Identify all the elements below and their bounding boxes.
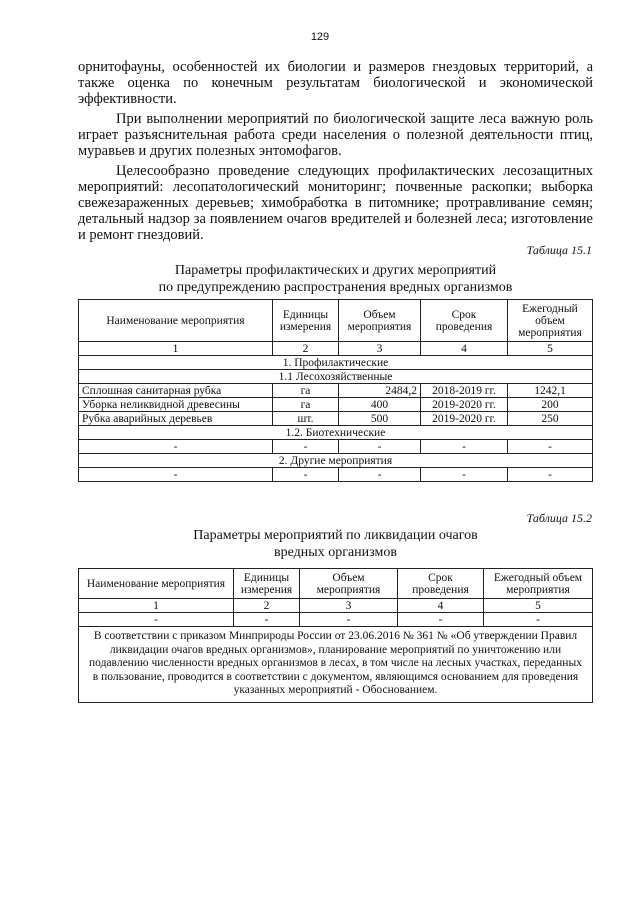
column-header: Единицы измерения xyxy=(234,569,300,599)
table-title-line: Параметры мероприятий по ликвидации очагов xyxy=(193,528,478,543)
table-label: Таблица 15.1 xyxy=(526,243,592,257)
column-number: 1 xyxy=(79,342,273,356)
cell-volume: 2484,2 xyxy=(339,384,421,398)
cell-measure: Уборка неликвидной древесины xyxy=(79,398,273,412)
table-liquidation-measures xyxy=(78,568,593,703)
column-header: Срок проведения xyxy=(398,569,484,599)
section-row xyxy=(79,370,593,384)
cell-annual-volume: 1242,1 xyxy=(508,384,593,398)
table-row xyxy=(79,613,593,627)
table-row xyxy=(79,384,593,398)
column-number: 4 xyxy=(398,599,484,613)
page-number: 129 xyxy=(310,31,330,43)
column-header: Единицы измерения xyxy=(273,300,339,342)
cell-dash: - xyxy=(300,613,398,627)
cell-unit: га xyxy=(273,398,339,412)
cell-dash: - xyxy=(421,468,508,482)
table-note: В соответствии с приказом Минприроды России от 23.06.2016 № 361 № «Об утверждении Правил ликвидации очагов вредных организмов», планирование мероприятий по уничтожению или подавлению численности вредных организмов в лесах, в том числе на лесных участках, переданных в пользование, проводится в соответствии с документом, являющимся основанием для проведения указанных мероприятий - Обоснованием. xyxy=(79,627,593,703)
cell-measure: Рубка аварийных деревьев xyxy=(79,412,273,426)
column-header: Ежегодный объем мероприятия xyxy=(484,569,593,599)
cell-dash: - xyxy=(398,613,484,627)
cell-unit: шт. xyxy=(273,412,339,426)
cell-unit: га xyxy=(273,384,339,398)
column-number: 5 xyxy=(484,599,593,613)
section-heading: 1. Профилактические xyxy=(79,356,593,370)
table-label: Таблица 15.2 xyxy=(526,511,592,525)
cell-dash: - xyxy=(339,440,421,454)
column-header: Объем мероприятия xyxy=(300,569,398,599)
column-number: 4 xyxy=(421,342,508,356)
table-header-row xyxy=(79,300,593,342)
table-prophylactic-measures xyxy=(78,299,593,482)
column-header: Наименование мероприятия xyxy=(79,569,234,599)
cell-dash: - xyxy=(484,613,593,627)
cell-dash: - xyxy=(421,440,508,454)
cell-annual-volume: 250 xyxy=(508,412,593,426)
cell-dash: - xyxy=(339,468,421,482)
cell-annual-volume: 200 xyxy=(508,398,593,412)
cell-volume: 400 xyxy=(339,398,421,412)
cell-volume: 500 xyxy=(339,412,421,426)
table-row xyxy=(79,412,593,426)
table-title-line: Параметры профилактических и других мероприятий xyxy=(174,263,497,278)
paragraph: орнитофауны, особенностей их биологии и размеров гнездовых территорий, а также оценка по конечным результатам биологической и экономической эффективности. xyxy=(78,59,593,107)
table-row xyxy=(79,468,593,482)
body-text xyxy=(78,59,593,243)
table-header-row xyxy=(79,569,593,599)
section-heading: 2. Другие мероприятия xyxy=(79,454,593,468)
table-title-line: вредных организмов xyxy=(274,545,397,560)
column-header: Объем мероприятия xyxy=(339,300,421,342)
cell-dash: - xyxy=(273,468,339,482)
column-number-row xyxy=(79,342,593,356)
column-number: 2 xyxy=(234,599,300,613)
cell-dash: - xyxy=(79,613,234,627)
column-number: 1 xyxy=(79,599,234,613)
section-row xyxy=(79,426,593,440)
cell-dash: - xyxy=(508,440,593,454)
paragraph: Целесообразно проведение следующих профилактических лесозащитных мероприятий: лесопатологический мониторинг; почвенные раскопки; выборка свежезараженных деревьев; химобработка в питомнике; протравливание семян; детальный надзор за появлением очагов вредителей и болезней леса; изготовление и ремонт гнездовий. xyxy=(78,163,593,243)
paragraph: При выполнении мероприятий по биологической защите леса важную роль играет разъяснительная работа среди населения о полезной деятельности птиц, муравьев и других полезных энтомофагов. xyxy=(78,111,593,159)
cell-dash: - xyxy=(79,440,273,454)
column-header: Ежегодный объем мероприятия xyxy=(508,300,593,342)
column-number: 3 xyxy=(300,599,398,613)
table-row xyxy=(79,398,593,412)
cell-dash: - xyxy=(508,468,593,482)
subsection-heading: 1.1 Лесохозяйственные xyxy=(79,370,593,384)
cell-dash: - xyxy=(273,440,339,454)
cell-measure: Сплошная санитарная рубка xyxy=(79,384,273,398)
column-number: 2 xyxy=(273,342,339,356)
subsection-heading: 1.2. Биотехнические xyxy=(79,426,593,440)
column-header: Наименование мероприятия xyxy=(79,300,273,342)
section-row xyxy=(79,454,593,468)
cell-period: 2019-2020 гг. xyxy=(421,398,508,412)
table-title xyxy=(78,262,593,296)
section-row xyxy=(79,356,593,370)
column-number: 5 xyxy=(508,342,593,356)
column-number-row xyxy=(79,599,593,613)
table-row xyxy=(79,440,593,454)
note-row xyxy=(79,627,593,703)
cell-period: 2018-2019 гг. xyxy=(421,384,508,398)
table-title-line: по предупреждению распространения вредных организмов xyxy=(158,280,513,295)
cell-dash: - xyxy=(234,613,300,627)
cell-period: 2019-2020 гг. xyxy=(421,412,508,426)
column-number: 3 xyxy=(339,342,421,356)
table-title xyxy=(78,527,593,561)
column-header: Срок проведения xyxy=(421,300,508,342)
cell-dash: - xyxy=(79,468,273,482)
